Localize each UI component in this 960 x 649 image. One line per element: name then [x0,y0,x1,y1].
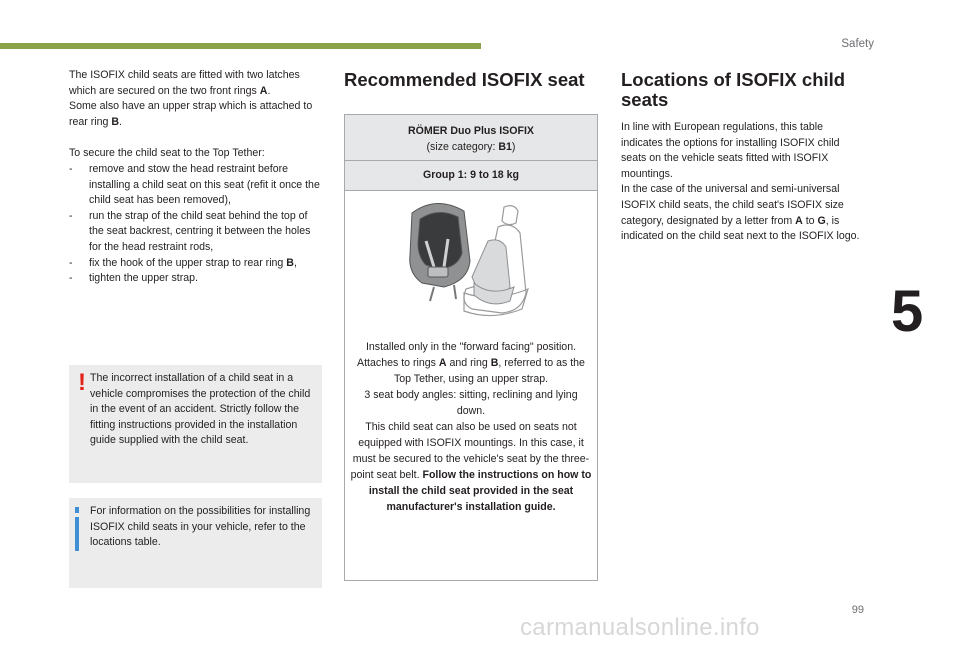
seat-name: RÖMER Duo Plus ISOFIX [408,125,534,137]
seat-description: Installed only in the "forward facing" position. Attaches to rings A and ring B, referred to as the Top Tether, using an upper strap. 3 seat body angles: sitting, reclining and lying down. This child seat can also be used on seats not equipped with ISOFIX mountings. In this case, it must be secured to the vehicle's seat by the three-point seat belt. Follow the instructions on how to install the child seat provided in the seat manufacturer's installation guide. [350,341,592,513]
warning-box [69,365,322,483]
list-item: - remove and stow the head restraint before installing a child seat on this seat (refit it once the child seat has been removed), [69,162,320,207]
booster-seat [472,240,514,304]
info-box [69,498,322,588]
info-text: For information on the possibilities for installing ISOFIX child seats in your vehicle, refer to the locations table. [90,505,311,549]
list-item: - fix the hook of the upper strap to rear ring B, [69,256,297,269]
list-item: - tighten the upper strap. [69,272,198,285]
right-column [621,120,866,245]
left-column [69,68,325,287]
page-number: 99 [851,604,864,616]
watermark: carmanualsonline.info [520,614,760,641]
seat-name-cell [345,115,597,161]
header-accent-bar [0,43,481,49]
locations-title: Locations of ISOFIX child seats [621,69,846,110]
child-seat-illustration [404,197,542,327]
seat-table [344,114,598,581]
recommended-seat-title: Recommended ISOFIX seat [344,69,585,90]
warning-icon: ! [78,369,86,396]
size-category: (size category: B1) [426,141,516,153]
intro-paragraph-1: The ISOFIX child seats are fitted with two latches which are secured on the two front rings A. [69,69,300,97]
info-icon [75,507,79,551]
locations-paragraph-2: In the case of the universal and semi-universal ISOFIX child seats, the child seat's ISOFIX size category, designated by a letter from A to G, is indicated on the child seat next to the ISOFIX logo. [621,183,860,243]
chapter-number: 5 [891,279,924,344]
warning-text: The incorrect installation of a child seat in a vehicle compromises the protection of the child in the event of an accident. Strictly follow the fitting instructions provided in the installation guide supplied with the child seat. [90,372,311,447]
tether-intro: To secure the child seat to the Top Tether: [69,147,265,160]
locations-paragraph-1: In line with European regulations, this table indicates the options for installing ISOFIX child seats on the vehicle seats fitted with ISOFIX mountings. [621,121,840,180]
list-item: - run the strap of the child seat behind the top of the seat backrest, centring it between the holes for the head restraint rods, [69,209,311,253]
group-cell: Group 1: 9 to 18 kg [345,161,597,191]
section-title: Safety [841,38,874,50]
intro-paragraph-2: Some also have an upper strap which is attached to rear ring B. [69,100,313,128]
child-seat [410,203,470,301]
